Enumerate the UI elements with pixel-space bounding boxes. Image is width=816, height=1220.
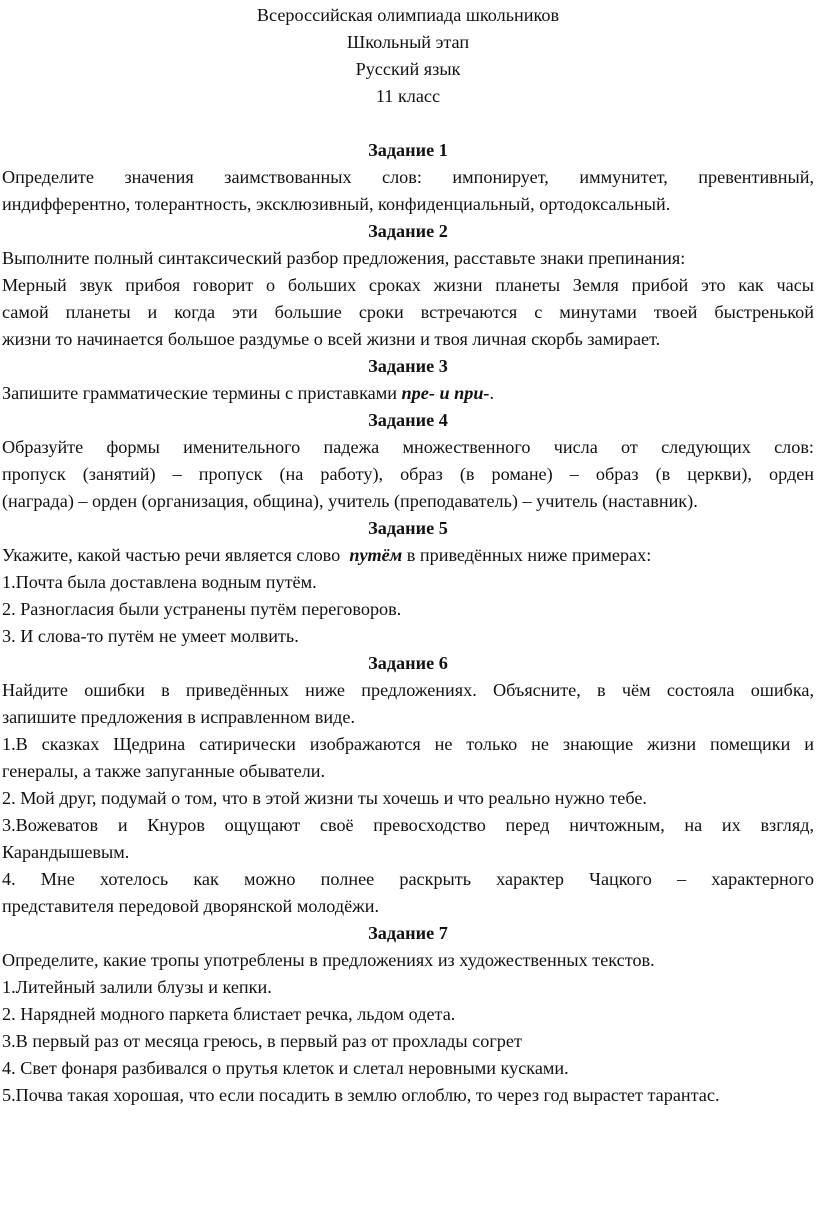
task-text-line: Выполните полный синтаксический разбор предложения, расставьте знаки препинания: [2, 248, 686, 268]
task-text-end: . [489, 383, 495, 403]
list-item: 4. Мне хотелось как можно полнее раскрыть характер Чацкого – характерного [2, 869, 814, 889]
task-7 [2, 920, 814, 1109]
list-item: представителя передовой дворянской молодёжи. [2, 896, 380, 916]
task-text-line: Определите, какие тропы употреблены в предложениях из художественных текстов. [2, 950, 655, 970]
list-item: 5.Почва такая хорошая, что если посадить в землю оглоблю, то через год вырастет тарантас. [2, 1085, 720, 1105]
task-text-line: (награда) – орден (организация, община), учитель (преподаватель) – учитель (наставник). [2, 491, 698, 511]
task-text-line: Образуйте формы именительного падежа множественного числа от следующих слов: [2, 437, 814, 457]
task-title: Задание 4 [368, 410, 448, 430]
list-item: 3. И слова-то путём не умеет молвить. [2, 626, 299, 646]
task-text-line [2, 380, 814, 407]
task-title: Задание 1 [368, 140, 448, 160]
task-title: Задание 7 [368, 923, 448, 943]
task-text-line: самой планеты и когда эти большие сроки встречаются с минутами твоей быстренькой [2, 302, 814, 322]
header-stage: Школьный этап [346, 32, 470, 52]
task-text-line: пропуск (занятий) – пропуск (на работу), образ (в романе) – образ (в церкви), орден [2, 464, 814, 484]
task-title: Задание 2 [368, 221, 448, 241]
list-item: 1.Почта была доставлена водным путём. [2, 572, 317, 592]
task-text: Укажите, какой частью речи является слово [2, 545, 350, 565]
task-text-line: запишите предложения в исправленном виде. [2, 707, 355, 727]
list-item: Карандышевым. [2, 842, 130, 862]
header-olympiad-title: Всероссийская олимпиада школьников [256, 5, 560, 25]
task-text-line [2, 542, 814, 569]
list-item: 2. Мой друг, подумай о том, что в этой жизни ты хочешь и что реально нужно тебе. [2, 788, 647, 808]
task-1 [2, 137, 814, 218]
task-4 [2, 407, 814, 515]
task-2 [2, 218, 814, 353]
conjunction: и [434, 383, 455, 403]
list-item: генералы, а также запуганные обыватели. [2, 761, 326, 781]
header-grade: 11 класс [375, 86, 441, 106]
task-text-line: Найдите ошибки в приведённых ниже предложениях. Объясните, в чём состояла ошибка, [2, 680, 814, 700]
task-text-line: индифферентно, толерантность, эксклюзивный, конфиденциальный, ортодоксальный. [2, 194, 671, 214]
task-text-line: Определите значения заимствованных слов: импонирует, иммунитет, превентивный, [2, 167, 814, 187]
list-item: 2. Нарядней модного паркета блистает речка, льдом одета. [2, 1004, 456, 1024]
list-item: 4. Свет фонаря разбивался о прутья клеток и слетал неровными кусками. [2, 1058, 569, 1078]
task-text: Запишите грамматические термины с приставками [2, 383, 402, 403]
prefix-pre: пре- [401, 383, 435, 403]
task-5 [2, 515, 814, 650]
header-subject: Русский язык [355, 59, 461, 79]
prefix-pri: при- [454, 383, 490, 403]
list-item: 2. Разногласия были устранены путём переговоров. [2, 599, 402, 619]
list-item: 1.Литейный залили блузы и кепки. [2, 977, 272, 997]
keyword-putyom: путём [349, 545, 403, 565]
task-3 [2, 353, 814, 407]
document-header [2, 2, 814, 110]
list-item: 3.Вожеватов и Кнуров ощущают своё превосходство перед ничтожным, на их взгляд, [2, 815, 814, 835]
task-text-line: Мерный звук прибоя говорит о больших сроках жизни планеты Земля прибой это как часы [2, 275, 814, 295]
task-title: Задание 3 [368, 356, 448, 376]
task-text-line: жизни то начинается большое раздумье о всей жизни и твоя личная скорбь замирает. [2, 329, 661, 349]
list-item: 1.В сказках Щедрина сатирически изображаются не только не знающие жизни помещики и [2, 734, 814, 754]
task-title: Задание 5 [368, 518, 448, 538]
task-text: в приведённых ниже примерах: [402, 545, 652, 565]
spacer [2, 110, 814, 137]
task-6 [2, 650, 814, 920]
list-item: 3.В первый раз от месяца греюсь, в первый раз от прохлады согрет [2, 1031, 522, 1051]
task-title: Задание 6 [368, 653, 448, 673]
